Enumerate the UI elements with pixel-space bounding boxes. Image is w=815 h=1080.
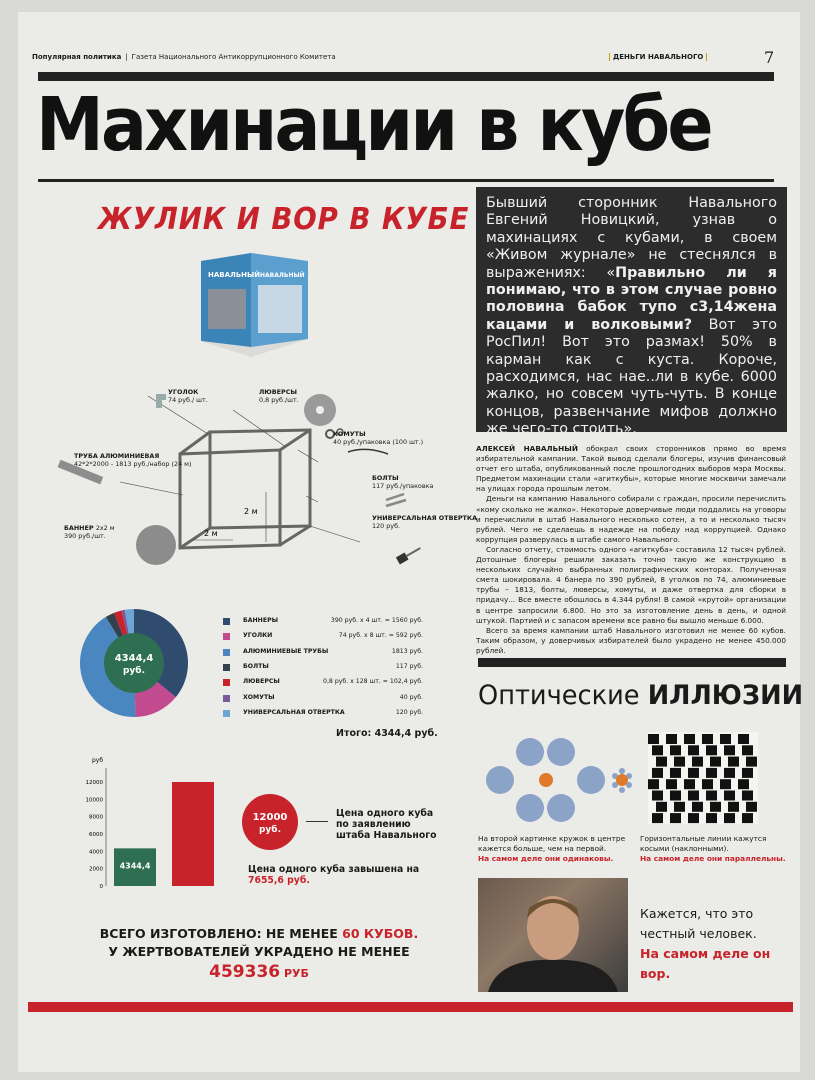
legend-swatch — [223, 633, 230, 640]
part-otvertka: УНИВЕРСАЛЬНАЯ ОТВЕРТКА 120 руб. — [372, 514, 478, 530]
ebbinghaus-illusion — [480, 730, 640, 830]
quote-bold-text: Правильно ли я понимаю, что в этом случае ровно половина бабок тупо с3,14жена кацами и волковыми? — [486, 264, 777, 333]
bar-chart-ylabel: руб — [92, 757, 104, 764]
price-pointer — [306, 821, 328, 822]
newspaper-page — [18, 12, 804, 1072]
part-bolty: БОЛТЫ 117 руб./упаковка — [372, 474, 434, 490]
legend-name: БОЛТЫ — [243, 662, 269, 670]
part-truba: ТРУБА АЛЮМИНИЕВАЯ 42*2*2000 - 1813 руб./набор (24 м) — [74, 452, 192, 468]
optical-title: Оптические ИЛЛЮЗИИ — [478, 680, 804, 711]
legend-name: БАННЕРЫ — [243, 617, 279, 624]
legend-price: 390 руб. х 4 шт. = 1560 руб. — [330, 617, 423, 624]
legend-swatch — [223, 710, 230, 717]
bar-value-label: 4344,4 — [119, 861, 151, 871]
quote-text-end: Вот это РосПил! Вот это размах! 50% в карман как с куста. Короче, расходимся, нас нае..ли в кубе. 6000 жалко, но совсем чуть-чуть. В конце концов, развенчание мифов должно же чего-то стоить». — [486, 316, 777, 438]
bar-chart-ytick: 2000 — [89, 866, 103, 873]
legend-item — [223, 677, 423, 691]
article-author: АЛЕКСЕЙ НАВАЛЬНЫЙ — [476, 444, 578, 453]
legend-item — [223, 616, 423, 630]
price-bar-chart — [82, 752, 232, 892]
claimed-price-text: Цена одного куба по заявлению штаба Навального — [336, 808, 437, 841]
legend-item — [223, 693, 423, 707]
legend-name: УНИВЕРСАЛЬНАЯ ОТВЕРТКА — [243, 708, 345, 716]
part-banner: БАННЕР 2x2 м 390 руб./шт. — [64, 524, 115, 540]
legend-price: 120 руб. — [395, 708, 423, 716]
article-paragraph: обокрал своих сторонников прямо во время избирательной кампании. Такой вывод сделали блогеры, изучив финансовый отчет его штаба, опубликованный после прошлогодних выборов мэра Москвы. Предметом махинации стали «агиткубы», которые многие москвичи замечали на улицах города прошлым летом. — [476, 444, 786, 494]
portrait-photo — [478, 878, 628, 992]
headline: Махинации в кубе — [36, 82, 711, 168]
cost-donut-chart — [78, 607, 190, 719]
donut-center-unit: руб. — [122, 666, 146, 676]
cube-brand: НАВАЛЬНЫЙ — [208, 271, 261, 279]
part-homuty: ХОМУТЫ 40 руб./упаковка (100 шт.) — [333, 430, 424, 446]
total-sum: Итого: 4344,4 руб. — [336, 728, 438, 739]
section-name: Популярная политика — [32, 53, 122, 61]
legend-price: 0,8 руб. х 128 шт. = 102,4 руб. — [323, 678, 423, 686]
legend-item — [223, 662, 423, 676]
part-ugolok: УГОЛОК 74 руб./ шт. — [168, 388, 208, 404]
photo-caption: Кажется, что это честный человек. На самом деле он вор. — [640, 906, 771, 981]
article-paragraph: Всего за время кампании штаб Навального изготовил не менее 60 кубов. Таким образом, у доверчивых избирателей было украдено не менее 450.000 рублей. — [476, 625, 786, 655]
dimension-height: 2 м — [244, 507, 258, 516]
article-paragraph: Деньги на кампанию Навального собирали с граждан, просили перечислить «кому сколько не жалко». Некоторые доверчивые люди поддались на уговоры и перечислили в штаб Навального несколько сотен, а то и несколько тысяч рублей. Чего не сделаешь в надежде на победу над коррупцией. Однако коррупция разверулась в штабе самого Навального. — [476, 494, 786, 544]
headline-rule — [38, 179, 774, 182]
overprice-text: Цена одного куба завышена на 7655,6 руб. — [248, 864, 420, 886]
bar-chart-ytick: 4000 — [89, 849, 103, 856]
legend-swatch — [223, 679, 230, 686]
quote-box — [476, 187, 787, 438]
subheadline: ЖУЛИК И ВОР В КУБЕ — [98, 202, 470, 237]
part-luversy: ЛЮВЕРСЫ 0,8 руб./шт. — [259, 388, 299, 404]
summary-line-2: У ЖЕРТВОВАТЕЛЕЙ УКРАДЕНО НЕ МЕНЕЕ — [108, 944, 410, 959]
article-paragraph: Согласно отчету, стоимость одного «агиткуба» составила 12 тысяч рублей. Дотошные блогеры решили заказать точно такую же конструкцию в нескольких случайно выбранных полиграфических конторах. Полученная смета шокировала. 4 банера по 390 рублей, 8 уголков по 74, алюминиевые трубы – 1813, болты, люверсы, хомуты, и даже отвертка для сборки в придачу... Все вместе обошлось в 4.344 рубля! В самой «крутой» организации в центре запросили 6.800. Но это за изготовление день в день, и одной штукой. Партией и с запасом времени все равно бы вышло меньше 6.000. — [476, 544, 786, 625]
bar-chart-ytick: 12000 — [85, 780, 103, 786]
page-number: 7 — [764, 48, 775, 67]
newspaper-name: Газета Национального Антикоррупционного Комитета — [131, 53, 336, 61]
article-body — [476, 444, 786, 656]
bar — [172, 782, 214, 886]
dimension-width: 2 м — [204, 529, 218, 538]
agitcube-image — [196, 249, 316, 359]
legend-swatch — [223, 649, 230, 656]
legend-item — [223, 708, 423, 722]
svg-text:руб.: руб. — [258, 825, 282, 835]
legend-name: АЛЮМИНИЕВЫЕ ТРУБЫ — [243, 647, 329, 655]
bottom-rule — [28, 1002, 793, 1012]
cafe-wall-illusion — [648, 732, 758, 824]
bar-chart-ytick: 8000 — [89, 814, 103, 821]
legend-price: 40 руб. — [399, 693, 423, 701]
optical-rule — [478, 658, 786, 667]
svg-text:12000: 12000 — [252, 812, 288, 823]
stolen-amount: 459336 РУБ — [209, 962, 309, 982]
top-rule — [38, 72, 774, 81]
legend-item — [223, 647, 423, 661]
summary-line-1: ВСЕГО ИЗГОТОВЛЕНО: НЕ МЕНЕЕ 60 КУБОВ. — [99, 926, 419, 941]
legend-swatch — [223, 664, 230, 671]
donut-center-value: 4344,4 — [114, 653, 154, 664]
page-header-left: Популярная политика | Газета Национального Антикоррупционного Комитета — [32, 53, 336, 61]
bar-chart-ytick: 0 — [99, 884, 103, 890]
legend-swatch — [223, 695, 230, 702]
legend-item — [223, 631, 423, 645]
illusion-caption-2: Горизонтальные линии кажутся косыми (наклонными). На самом деле они параллельны. — [640, 834, 786, 863]
bar-chart-ytick: 10000 — [85, 797, 103, 804]
legend-name: ХОМУТЫ — [243, 693, 275, 701]
legend-name: ЛЮВЕРСЫ — [243, 678, 280, 686]
price-circle — [240, 792, 300, 852]
svg-text:НАВАЛЬНЫЙ: НАВАЛЬНЫЙ — [260, 272, 305, 279]
quote-text: Бывший сторонник Навального Евгений Новицкий, узнав о махинациях с кубами, в своем «Живом журнале» не стеснялся в выражениях: « — [486, 195, 777, 281]
illusion-caption-1: На второй картинке кружок в центре кажется больше, чем на первой. На самом деле они одинаковы. — [478, 834, 626, 863]
rubric-label: ДЕНЬГИ НАВАЛЬНОГО — [613, 53, 704, 61]
bar-chart-ytick: 6000 — [89, 832, 103, 838]
legend-price: 117 руб. — [395, 662, 423, 670]
legend-price: 74 руб. х 8 шт. = 592 руб. — [338, 632, 423, 640]
legend-swatch — [223, 618, 230, 625]
legend-name: УГОЛКИ — [243, 632, 273, 640]
rubric — [606, 53, 710, 61]
legend-price: 1813 руб. — [391, 647, 423, 655]
